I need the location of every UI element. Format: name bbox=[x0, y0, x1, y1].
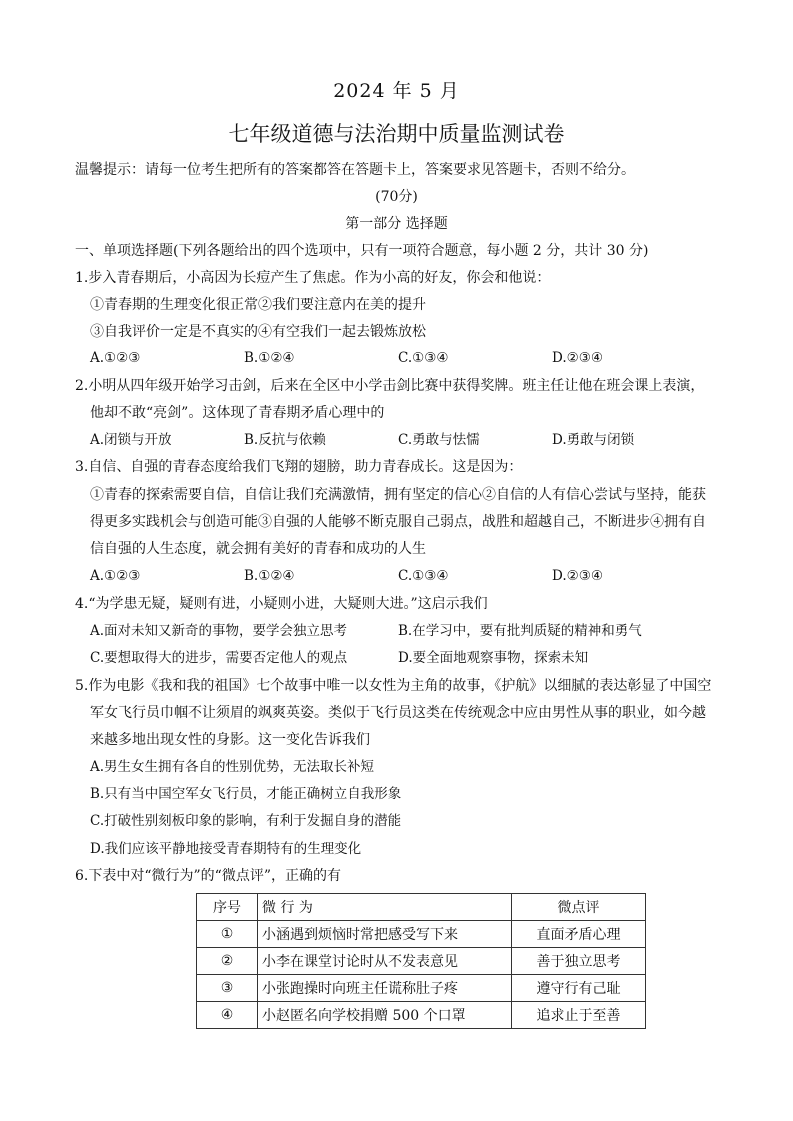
header-behavior: 微 行 为 bbox=[258, 894, 512, 921]
q4-option-c: C.要想取得大的进步，需要否定他人的观点 bbox=[90, 650, 348, 666]
q5-option-a: A.男生女生拥有各自的性别优势，无法取长补短 bbox=[90, 759, 375, 775]
row-comment: 直面矛盾心理 bbox=[512, 921, 646, 948]
q1-stem: 1.步入青春期后，小高因为长痘产生了焦虑。作为小高的好友，你会和他说： bbox=[75, 270, 551, 286]
q3-stem: 3.自信、自强的青春态度给我们飞翔的翅膀，助力青春成长。这是因为： bbox=[75, 459, 523, 475]
exam-date: 2024 年 5 月 bbox=[333, 80, 460, 102]
row-index: ③ bbox=[197, 975, 258, 1002]
row-index: ④ bbox=[197, 1002, 258, 1029]
q6-table bbox=[196, 893, 646, 1029]
row-comment: 善于独立思考 bbox=[512, 948, 646, 975]
row-index: ② bbox=[197, 948, 258, 975]
q3-statement-1: ①青春的探索需要自信，自信让我们充满激情，拥有坚定的信心②自信的人有信心尝试与坚持，能获 bbox=[90, 487, 706, 503]
q1-statement-1: ①青春期的生理变化很正常②我们要注意内在美的提升 bbox=[90, 297, 426, 313]
row-behavior: 小赵匿名向学校捐赠 500 个口罩 bbox=[258, 1002, 512, 1029]
q3-option-b: B.①②④ bbox=[244, 568, 295, 584]
q2-option-c: C.勇敢与怯懦 bbox=[398, 432, 480, 448]
header-comment: 微点评 bbox=[512, 894, 646, 921]
q2-option-a: A.闭锁与开放 bbox=[90, 432, 172, 448]
q4-option-a: A.面对未知又新奇的事物，要学会独立思考 bbox=[90, 623, 348, 639]
q3-statement-3: 信自强的人生态度，就会拥有美好的青春和成功的人生 bbox=[90, 541, 426, 557]
q5-stem-1: 5.作为电影《我和我的祖国》七个故事中唯一以女性为主角的故事，《护航》以细腻的表达彰显了中国空 bbox=[75, 678, 712, 694]
row-behavior: 小张跑操时向班主任谎称肚子疼 bbox=[258, 975, 512, 1002]
row-behavior: 小涵遇到烦恼时常把感受写下来 bbox=[258, 921, 512, 948]
q3-option-a: A.①②③ bbox=[90, 568, 141, 584]
q3-statement-2: 得更多实践机会与创造可能③自强的人能够不断克服自己弱点，战胜和超越自己，不断进步④拥有自 bbox=[90, 514, 706, 530]
table-row bbox=[197, 1002, 646, 1029]
q3-option-c: C.①③④ bbox=[398, 568, 449, 584]
header-index: 序号 bbox=[197, 894, 258, 921]
q4-option-b: B.在学习中，要有批判质疑的精神和勇气 bbox=[398, 623, 642, 639]
table-row bbox=[197, 948, 646, 975]
q1-option-d: D.②③④ bbox=[552, 350, 603, 366]
q5-stem-2: 军女飞行员巾帼不让须眉的飒爽英姿。类似于飞行员这类在传统观念中应由男性从事的职业，如今越 bbox=[90, 705, 706, 721]
q2-option-b: B.反抗与依赖 bbox=[244, 432, 326, 448]
total-score: (70分) bbox=[375, 189, 418, 205]
q4-option-d: D.要全面地观察事物，探索未知 bbox=[398, 650, 589, 666]
q5-option-c: C.打破性别刻板印象的影响，有利于发掘自身的潜能 bbox=[90, 813, 402, 829]
row-comment: 遵守行有己耻 bbox=[512, 975, 646, 1002]
q2-stem-2: 他却不敢“亮剑”。这体现了青春期矛盾心理中的 bbox=[90, 405, 385, 421]
q1-statement-2: ③自我评价一定是不真实的④有空我们一起去锻炼放松 bbox=[90, 324, 426, 340]
q5-option-d: D.我们应该平静地接受青春期特有的生理变化 bbox=[90, 841, 362, 857]
q5-option-b: B.只有当中国空军女飞行员，才能正确树立自我形象 bbox=[90, 786, 402, 802]
section-heading: 一、单项选择题(下列各题给出的四个选项中，只有一项符合题意，每小题 2 分，共计 30 分) bbox=[75, 243, 649, 259]
q4-stem: 4.“为学患无疑，疑则有进，小疑则小进，大疑则大进。”这启示我们 bbox=[75, 596, 488, 612]
q3-option-d: D.②③④ bbox=[552, 568, 603, 584]
q2-stem-1: 2.小明从四年级开始学习击剑，后来在全区中小学击剑比赛中获得奖牌。班主任让他在班会课上表演， bbox=[75, 378, 705, 394]
row-comment: 追求止于至善 bbox=[512, 1002, 646, 1029]
table-row bbox=[197, 921, 646, 948]
table-header-row bbox=[197, 894, 646, 921]
row-behavior: 小李在课堂讨论时从不发表意见 bbox=[258, 948, 512, 975]
q6-stem: 6.下表中对“微行为”的“微点评”，正确的有 bbox=[75, 868, 341, 884]
table-row bbox=[197, 975, 646, 1002]
exam-title: 七年级道德与法治期中质量监测试卷 bbox=[228, 122, 565, 146]
q1-option-c: C.①③④ bbox=[398, 350, 449, 366]
q5-stem-3: 来越多地出现女性的身影。这一变化告诉我们 bbox=[90, 732, 370, 748]
part-heading: 第一部分 选择题 bbox=[345, 216, 448, 232]
q1-option-b: B.①②④ bbox=[244, 350, 295, 366]
row-index: ① bbox=[197, 921, 258, 948]
q2-option-d: D.勇敢与闭锁 bbox=[552, 432, 635, 448]
notice-text: 温馨提示：请每一位考生把所有的答案都答在答题卡上，答案要求见答题卡，否则不给分。 bbox=[75, 162, 635, 178]
q1-option-a: A.①②③ bbox=[90, 350, 141, 366]
